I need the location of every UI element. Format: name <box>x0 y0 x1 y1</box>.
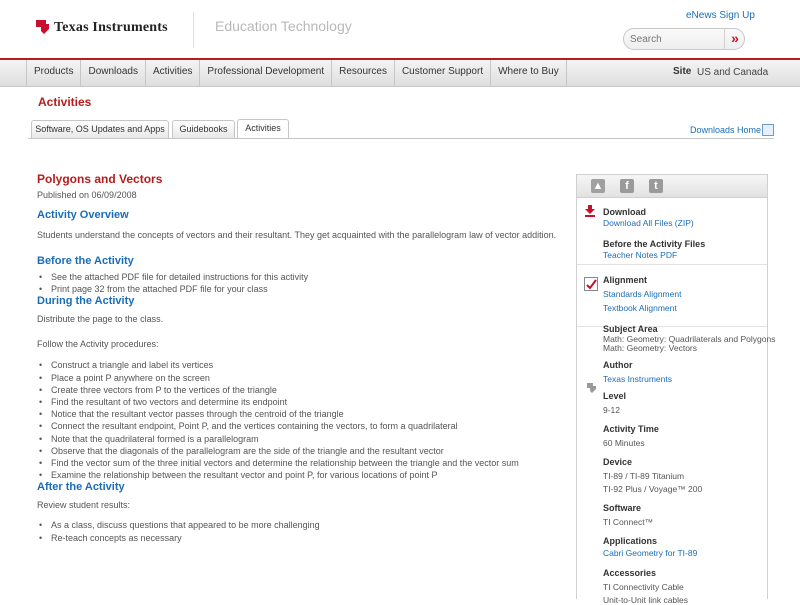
software-value: TI Connect™ <box>603 517 654 527</box>
social-bar <box>577 175 767 198</box>
tab-divider <box>28 138 774 139</box>
published-date: Published on 06/09/2008 <box>37 190 137 200</box>
nav-customer-support[interactable]: Customer Support <box>395 60 491 86</box>
author-heading: Author <box>603 360 633 370</box>
list-item: • Construct a triangle and label its vertices <box>51 359 557 371</box>
list-item: • Find the resultant of two vectors and determine its endpoint <box>51 396 557 408</box>
subject-value: Math: Geometry: Quadrilaterals and Polygons <box>603 334 776 344</box>
list-item: • Examine the relationship between the resultant vector and point P, for various locations of point P <box>51 469 557 481</box>
before-files-heading: Before the Activity Files <box>603 239 706 249</box>
facebook-icon[interactable]: f <box>620 179 634 193</box>
list-item: • Note that the quadrilateral formed is a parallelogram <box>51 433 557 445</box>
before-heading: Before the Activity <box>37 255 134 267</box>
ti-logo-icon[interactable] <box>33 18 51 36</box>
page-title: Polygons and Vectors <box>37 172 163 186</box>
activity-time-heading: Activity Time <box>603 424 659 434</box>
home-icon[interactable] <box>762 124 774 136</box>
brand-name[interactable]: Texas Instruments <box>54 20 168 35</box>
tab-activities[interactable]: Activities <box>237 119 289 139</box>
alignment-check-icon <box>584 277 598 291</box>
nav-where-to-buy[interactable]: Where to Buy <box>491 60 567 86</box>
nav-professional-development[interactable]: Professional Development <box>200 60 332 86</box>
download-icon <box>584 205 596 217</box>
nav-products[interactable]: Products <box>26 60 81 86</box>
list-item: • Place a point P anywhere on the screen <box>51 372 557 384</box>
activity-content <box>37 172 557 544</box>
overview-text: Students understand the concepts of vectors and their resultant. They get acquainted with the parallelogram law of vector addition. <box>37 230 557 240</box>
list-item: • Print page 32 from the attached PDF file for your class <box>51 283 557 295</box>
accessory-value: Unit-to-Unit link cables <box>603 595 689 605</box>
device-value: TI-92 Plus / Voyage™ 200 <box>603 484 703 494</box>
level-heading: Level <box>603 391 627 401</box>
sidebar-details <box>603 207 776 605</box>
nav-resources[interactable]: Resources <box>332 60 395 86</box>
download-all-link[interactable]: Download All Files (ZIP) <box>603 218 694 228</box>
site-label: Site <box>673 66 692 77</box>
during-text: Distribute the page to the class. <box>37 314 164 325</box>
list-item: • Observe that the diagonals of the parallelogram are the side of the triangle and the resultant vector <box>51 445 557 457</box>
section-title: Activities <box>38 95 92 109</box>
search-input[interactable] <box>630 31 720 47</box>
download-heading: Download <box>603 207 646 217</box>
activity-time-value: 60 Minutes <box>603 438 645 448</box>
procedures-text: Follow the Activity procedures: <box>37 339 159 350</box>
tab-software-os-updates[interactable]: Software, OS Updates and Apps <box>31 120 169 138</box>
overview-heading: Activity Overview <box>37 209 129 221</box>
applications-heading: Applications <box>603 536 658 546</box>
device-heading: Device <box>603 457 633 467</box>
list-item: • Connect the resultant endpoint, Point P, and the vertices containing the vectors, to form a quadrilateral <box>51 420 557 432</box>
downloads-home-link[interactable]: Downloads Home <box>690 125 762 135</box>
list-item: • Create three vectors from P to the vertices of the triangle <box>51 384 557 396</box>
standards-alignment-link[interactable]: Standards Alignment <box>603 289 682 299</box>
subject-heading: Subject Area <box>603 324 658 334</box>
accessories-heading: Accessories <box>603 568 657 578</box>
after-text: Review student results: <box>37 500 131 511</box>
author-ti-icon <box>585 382 597 394</box>
site-selector[interactable]: US and Canada <box>697 67 769 78</box>
subject-value: Math: Geometry: Vectors <box>603 343 698 353</box>
activity-sidebar <box>576 174 776 605</box>
tab-guidebooks[interactable]: Guidebooks <box>172 120 235 138</box>
enews-signup-link[interactable]: eNews Sign Up <box>686 10 755 21</box>
like-icon[interactable]: ▲ <box>592 180 604 192</box>
application-link[interactable]: Cabri Geometry for TI-89 <box>603 548 698 558</box>
device-value: TI-89 / TI-89 Titanium <box>603 471 685 481</box>
level-value: 9-12 <box>603 405 621 415</box>
alignment-heading: Alignment <box>603 275 647 285</box>
list-item: • As a class, discuss questions that appeared to be more challenging <box>51 519 557 531</box>
software-heading: Software <box>603 503 642 513</box>
author-link[interactable]: Texas Instruments <box>603 374 672 384</box>
nav-activities[interactable]: Activities <box>146 60 200 86</box>
accessory-value: TI Connectivity Cable <box>603 582 684 592</box>
during-heading: During the Activity <box>37 295 135 308</box>
list-item: • See the attached PDF file for detailed instructions for this activity <box>51 271 557 283</box>
after-heading: After the Activity <box>37 481 125 494</box>
list-item: • Re-teach concepts as necessary <box>51 532 557 544</box>
textbook-alignment-link[interactable]: Textbook Alignment <box>603 303 677 313</box>
division-title: Education Technology <box>215 18 352 34</box>
list-item: • Notice that the resultant vector passes through the centroid of the triangle <box>51 408 557 420</box>
teacher-notes-link[interactable]: Teacher Notes PDF <box>603 250 678 260</box>
twitter-icon[interactable]: t <box>649 179 663 193</box>
nav-downloads[interactable]: Downloads <box>81 60 145 86</box>
list-item: • Find the vector sum of the three initial vectors and determine the relationship between the triangle and the vector sum <box>51 457 557 469</box>
search-go-button[interactable]: » <box>724 28 745 50</box>
header-divider <box>193 12 194 48</box>
